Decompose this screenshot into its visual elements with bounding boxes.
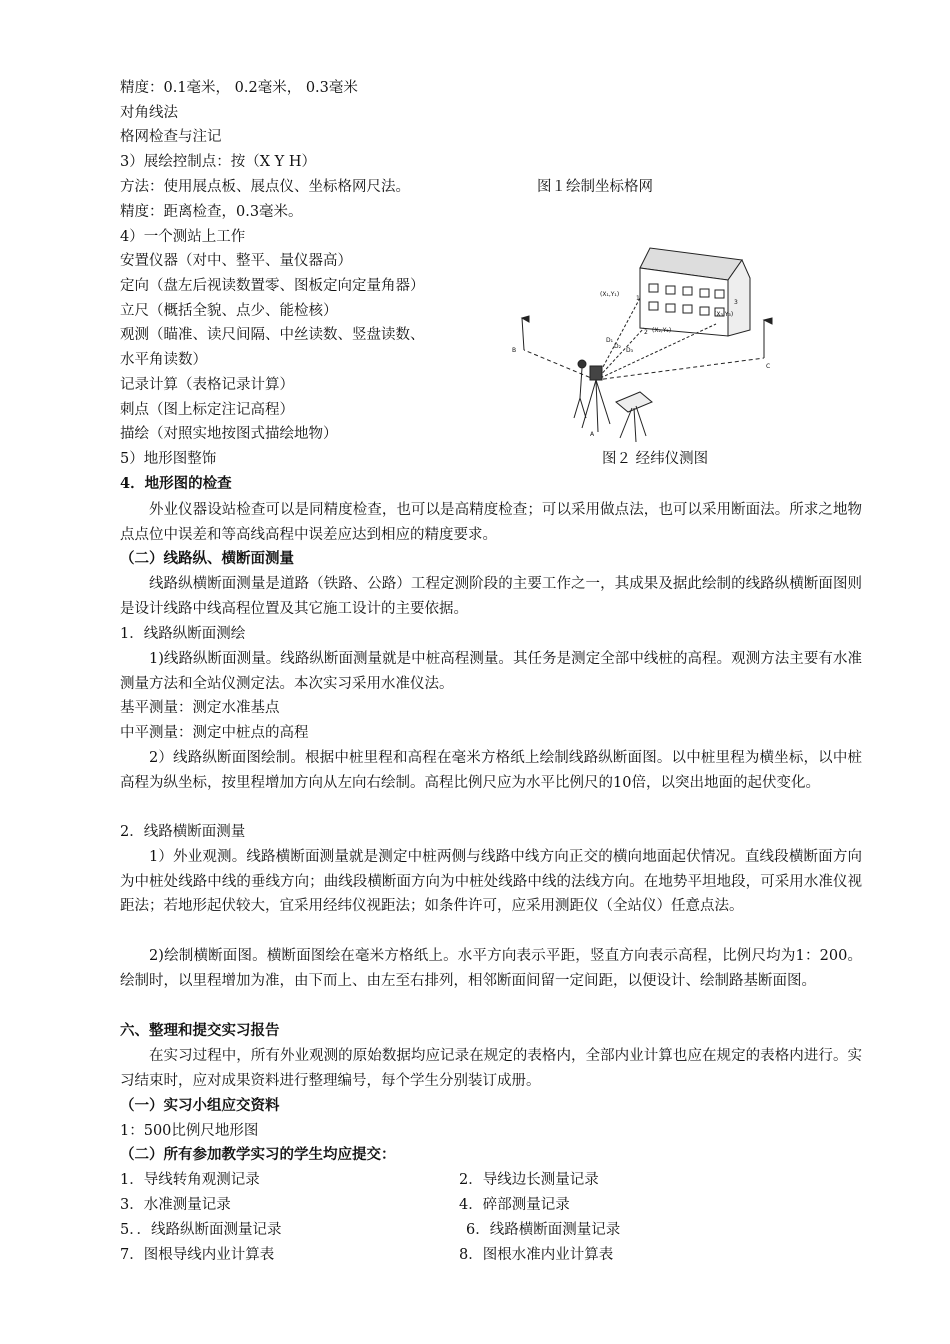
method-line: 方法：使用展点板、展点仪、坐标格网尺法。	[120, 179, 410, 195]
student-materials-heading: （二）所有参加教学实习的学生均应提交：	[120, 1146, 396, 1163]
point-3-coord: (X₃,Y₃)	[714, 311, 734, 318]
point-c-label: C	[766, 363, 771, 370]
figure-1-caption: 图１绘制坐标格网	[537, 179, 653, 195]
map-finishing-line: 5）地形图整饰	[120, 451, 217, 467]
precision-line: 精度：0.1毫米， 0.2毫米， 0.3毫米	[120, 80, 358, 96]
plot-control-line: 3）展绘控制点：按（X Y H）	[120, 154, 316, 170]
submission-item: 6．线路横断面测量记录	[466, 1222, 621, 1238]
submission-item: 1．导线转角观测记录	[120, 1172, 260, 1188]
distance-d2: D₂	[614, 343, 622, 350]
submission-item: 4．碎部测量记录	[459, 1197, 570, 1213]
section-6-heading: 六、整理和提交实习报告	[120, 1022, 280, 1039]
station-work-line: 4）一个测站上工作	[120, 229, 246, 245]
point-2-number: 2	[644, 329, 648, 336]
group-materials-heading: （一）实习小组应交资料	[120, 1097, 280, 1114]
figure-2-caption: 图２ 经纬仪测图	[602, 451, 709, 467]
longitudinal-paragraph-1: 1)线路纵断面测量。线路纵断面测量就是中桩高程测量。其任务是测定全部中线桩的高程。观测方法主要有水准测量方法和全站仪测定法。本次实习采用水准仪法。	[120, 651, 862, 692]
observation-line: 观测（瞄准、读尺间隔、中丝读数、竖盘读数、	[120, 327, 425, 343]
point-1-number: 1	[636, 295, 640, 302]
record-line: 记录计算（表格记录计算）	[120, 377, 294, 393]
point-1-coord: (X₁,Y₁)	[600, 291, 620, 298]
distance-d3: D₃	[626, 347, 634, 354]
group-materials-item: 1：500比例尺地形图	[120, 1123, 259, 1139]
longitudinal-subheading: 1．线路纵断面测绘	[120, 626, 246, 642]
section-4-heading: 4．地形图的检查	[120, 475, 232, 492]
point-b-label: B	[512, 347, 517, 354]
point-a-label: A	[590, 431, 595, 438]
submission-item: 7．图根导线内业计算表	[120, 1247, 275, 1263]
grid-check-line: 格网检查与注记	[120, 129, 222, 145]
submission-item: 3．水准测量记录	[120, 1197, 231, 1213]
setup-instrument-line: 安置仪器（对中、整平、量仪器高）	[120, 253, 352, 269]
section-6-paragraph: 在实习过程中，所有外业观测的原始数据均应记录在规定的表格内，全部内业计算也应在规定的表格内进行。实习结束时，应对成果资料进行整理编号，每个学生分别装订成册。	[120, 1048, 862, 1089]
line-survey-intro: 线路纵横断面测量是道路（铁路、公路）工程定测阶段的主要工作之一，其成果及据此绘制的线路纵横断面图则是设计线路中线高程位置及其它施工设计的主要依据。	[120, 576, 862, 617]
submission-item: 2．导线边长测量记录	[459, 1172, 599, 1188]
diagonal-method-line: 对角线法	[120, 105, 178, 121]
distance-d1: D₁	[606, 337, 614, 344]
staff-line: 立尺（概括全貌、点少、能检核）	[120, 303, 338, 319]
point-3-number: 3	[734, 299, 738, 306]
orientation-line: 定向（盘左后视读数置零、图板定向定量角器）	[120, 278, 425, 294]
middle-leveling-line: 中平测量：测定中桩点的高程	[120, 725, 309, 741]
precision-distance-line: 精度：距离检查，0.3毫米。	[120, 204, 303, 220]
section-4-paragraph: 外业仪器设站检查可以是同精度检查，也可以是高精度检查；可以采用做点法，也可以采用断面法。所求之地物点点位中误差和等高线高程中误差应达到相应的精度要求。	[120, 502, 862, 543]
point-2-coord: (X₂,Y₂)	[652, 327, 672, 334]
theodolite-survey-illustration	[502, 238, 790, 444]
cross-section-paragraph-2: 2)绘制横断面图。横断面图绘在毫米方格纸上。水平方向表示平距，竖直方向表示高程，比例尺均为1：200。绘制时，以里程增加为准，由下而上、由左至右排列，相邻断面间留一定间距，以便设计、绘制路基断面图。	[120, 948, 862, 989]
submission-item: 5．．线路纵断面测量记录	[120, 1222, 282, 1238]
horizontal-angle-line: 水平角读数）	[120, 352, 207, 368]
drawing-line: 描绘（对照实地按图式描绘地物）	[120, 426, 338, 442]
cross-section-subheading: 2．线路横断面测量	[120, 824, 246, 840]
base-leveling-line: 基平测量：测定水准基点	[120, 700, 280, 716]
submission-item: 8．图根水准内业计算表	[459, 1247, 614, 1263]
pin-point-line: 刺点（图上标定注记高程）	[120, 402, 294, 418]
line-survey-heading: （二）线路纵、横断面测量	[120, 550, 294, 567]
longitudinal-paragraph-2: 2）线路纵断面图绘制。根据中桩里程和高程在毫米方格纸上绘制线路纵断面图。以中桩里程为横坐标，以中桩高程为纵坐标，按里程增加方向从左向右绘制。高程比例尺应为水平比例尺的10倍，以突出地面的起伏变化。	[120, 750, 862, 791]
cross-section-paragraph-1: 1）外业观测。线路横断面测量就是测定中桩两侧与线路中线方向正交的横向地面起伏情况。直线段横断面方向为中桩处线路中线的垂线方向；曲线段横断面方向为中桩处线路中线的法线方向。在地势平坦地段，可采用水准仪视距法；若地形起伏较大，宜采用经纬仪视距法；如条件许可，应采用测距仪（全站仪）任意点法。	[120, 849, 862, 915]
